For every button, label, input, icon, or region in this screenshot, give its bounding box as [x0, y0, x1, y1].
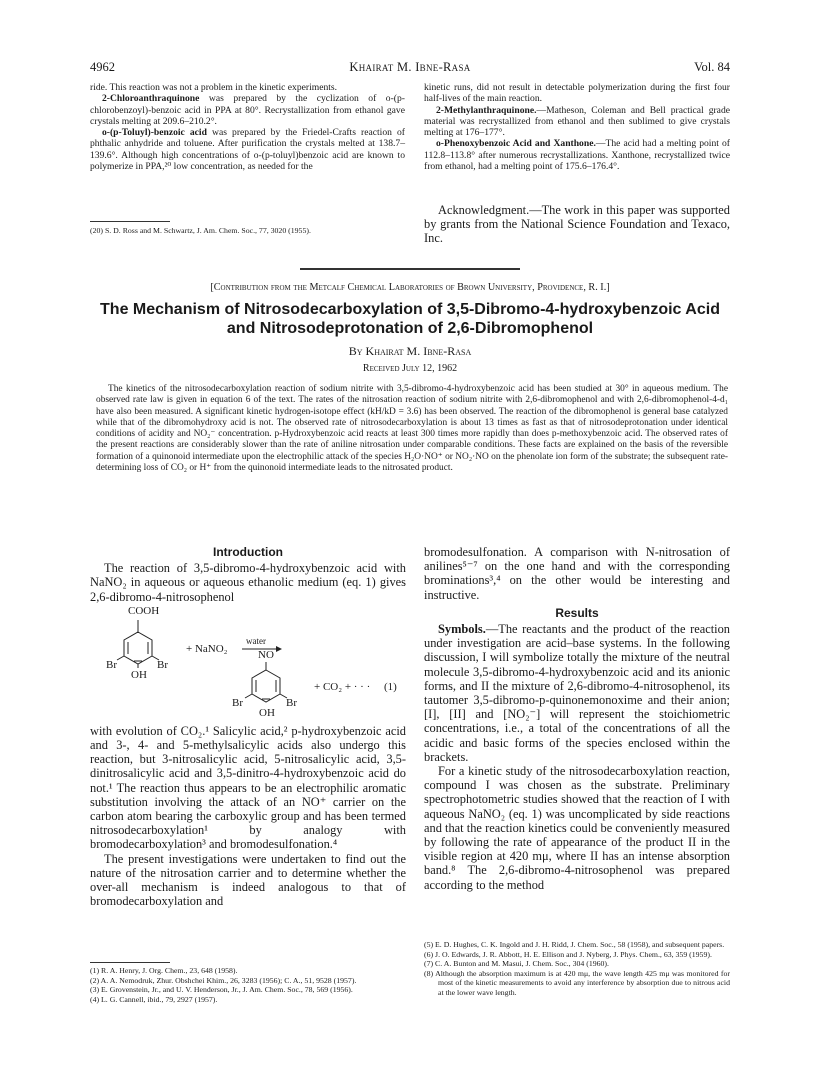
hydroxyl-label: OH: [259, 706, 275, 719]
results-column: [424, 545, 730, 892]
footnote: (8) Although the absorption maximum is at 420 mμ, the wave length 425 mμ was monitored for most of the kinetic measurements to avoid any interference by absorption due to nitrous acid at the lower wave length.: [424, 968, 730, 997]
footnote-divider: [90, 962, 170, 963]
abstract: The kinetics of the nitrosodecarboxylation reaction of sodium nitrite with 3,5-dibromo-4-hydroxybenzoic acid has been studied at 30° in aqueous medium. The observed rate law is given in equation 6 of the text. The rates of the nitrosation reaction of sodium nitrite with 2,6-dibromophenol and with 2,6-dibromophenol-4-d₁ have also been measured. A significant kinetic hydrogen-isotope effect (kH/kD = 3.6) has been observed. The reaction of the dibromophenol is general base catalyzed while that of the dibromohydroxy acid is not. The observed rate of nitrosodecarboxylation is about 13 times as fast as that of nitrosodeprotonation under identical conditions of acidity and NO₂⁻ concentration. p-Hydroxybenzoic acid reacts at least 300 times more rapidly than does p-methoxybenzoic acid. The observed rates of the present reactions are considerably slower than the rate of aniline nitrosation under comparable conditions. These facts are explained on the basis of the reversible formation of a quinonoid intermediate upon the electrophilic attack of the species H₂O·NO⁺ or NO₂·NO on the phenolate ion form of the substrate; the subsequent rate-determining loss of CO₂ or H⁺ from the quinonoid intermediate leads to the nitrosated product.: [96, 384, 728, 474]
ack-label: Acknowledgment.: [438, 203, 530, 217]
footnote-block: [424, 940, 730, 998]
paragraph: with evolution of CO₂.¹ Salicylic acid,² p-hydroxybenzoic acid and 3-, 4- and 5-methylsalicylic acids also undergo this reaction, but 3-nitrosalicylic acid, 5-nitrosalicylic acid, 3,5-dinitrosalicylic acid and 3,5-dinitro-4-hydroxybenzoic acid do not.¹ The reaction thus appears to be an electrophilic aromatic substitution involving the attack of an NO⁺ carrier on the carbon atom bearing the carboxylic group and has been termed nitrosodecarboxylation¹ by analogy with bromodecarboxylation³ and bromodesulfonation.⁴: [90, 723, 406, 852]
prev-article-left-column: [90, 82, 405, 172]
bromine-label: Br: [157, 658, 168, 671]
nitroso-label: NO: [258, 648, 274, 661]
volume-label: Vol. 84: [694, 60, 730, 74]
results-heading: Results: [555, 605, 599, 620]
equation-number: (1): [384, 680, 397, 693]
article-title: The Mechanism of Nitrosodecarboxylation of 3,5-Dibromo-4-hydroxybenzoic Acid and Nitrosodeprotonation of 2,6-Dibromophenol: [100, 301, 720, 337]
symbols-label: Symbols.: [438, 622, 486, 637]
footnote: (6) J. O. Edwards, J. R. Abbott, H. E. Ellison and J. Nyberg, J. Phys. Chem., 63, 359 (1959).: [424, 949, 712, 959]
paragraph: o-(p-Toluyl)-benzoic acid was prepared by the Friedel-Crafts reaction of phthalic anhydride and toluene. After purification the crystals melted at 138.7–139.6°. Although high concentrations of o-(p-toluyl)benzoic acid are known to polymerize in PPA,²⁰ low concentration, as needed for the: [90, 127, 406, 173]
reaction-equation-1: [90, 604, 420, 724]
footnote: (5) E. D. Hughes, C. K. Ingold and J. H. Ridd, J. Chem. Soc., 58 (1958), and subsequent papers.: [424, 940, 725, 949]
hydroxyl-label: OH: [131, 668, 147, 681]
bromine-label: Br: [232, 696, 243, 709]
paragraph: o-Phenoxybenzoic Acid and Xanthone.—The acid had a melting point of 112.8–113.8° after numerous recrystallizations. Xanthone, recrystallized twice from ethanol, had a melting point of 175.6–176.4°.: [424, 138, 731, 173]
paragraph: The reaction of 3,5-dibromo-4-hydroxybenzoic acid with NaNO₂ in aqueous or aqueous ethanolic medium (eq. 1) gives 2,6-dibromo-4-nitrosophenol: [90, 561, 406, 604]
article-separator: [300, 268, 520, 270]
paragraph: The present investigations were undertaken to find out the nature of the nitrosation carrier and to determine whether the over-all mechanism is indeed analogous to that of bromodecarboxylation and: [90, 851, 406, 909]
footnote-block: [90, 966, 406, 1004]
footnote-block: [90, 226, 405, 236]
solvent-label: water: [246, 635, 266, 646]
paragraph: ride. This reaction was not a problem in the kinetic experiments.: [90, 82, 338, 93]
bromine-label: Br: [106, 658, 117, 671]
bromine-label: Br: [286, 696, 297, 709]
reagent-label: + NaNO₂: [186, 642, 228, 655]
footnote: (3) E. Grovenstein, Jr., and U. V. Henderson, Jr., J. Am. Chem. Soc., 78, 569 (1956).: [90, 985, 353, 995]
products-label: + CO₂ + · · ·: [314, 680, 371, 693]
footnote: (4) L. G. Cannell, ibid., 79, 2927 (1957).: [90, 994, 218, 1004]
running-header: [90, 60, 730, 76]
footnote: (1) R. A. Henry, J. Org. Chem., 23, 648 (1958).: [90, 966, 238, 975]
footnote-divider: [90, 221, 170, 222]
introduction-column: [90, 545, 406, 908]
paragraph: 2-Methylanthraquinone.—Matheson, Coleman and Bell practical grade material was recrystallized from ethanol and then sublimed to give crystals melting at 176–177°.: [424, 104, 730, 139]
reaction-structure-drawing: [90, 604, 420, 724]
acknowledgment: Acknowledgment.—The work in this paper was supported by grants from the National Science Foundation and Texaco, Inc.: [424, 203, 730, 246]
paragraph: Symbols.—The reactants and the product of the reaction under investigation are acid–base systems. In the following discussion, I will symbolize totally the mixture of the neutral molecule 3,5-dibromo-4-hydroxybenzoic acid and its anionic forms, and II the mixture of 2,6-dibromo-4-nitrosophenol, its tautomer 3,5-dibromo-p-quinonemonoxime and their anion; [I], [II] and [NO₂⁻] will represent the stoichiometric concentrations, i.e., a total of the concentrations of all the acidic and basic forms of the species enclosed within the brackets.: [424, 622, 730, 764]
page-number: 4962: [90, 60, 115, 74]
footnote: (2) A. A. Nemodruk, Zhur. Obshchei Khim., 26, 3283 (1956); C. A., 51, 9528 (1957).: [90, 975, 357, 985]
paragraph: bromodesulfonation. A comparison with N-nitrosation of anilines⁵⁻⁷ on the one hand and with the corresponding brominations³,⁴ on the other would be interesting and instructive.: [424, 545, 730, 602]
author-line: By Khairat M. Ibne-Rasa: [348, 344, 472, 358]
paragraph: For a kinetic study of the nitrosodecarboxylation reaction, compound I was chosen as the substrate. Preliminary spectrophotometric studies showed that the reaction of I with aqueous NaNO₂ (eq. 1) was uncomplicated by side reactions and that the reaction kinetics could be conveniently measured by following the rate of appearance of the product II in the visible region at 420 mμ, where II has an intense absorption band.⁸ The 2,6-dibromo-4-nitrosophenol was prepared according to the method: [424, 764, 730, 892]
prev-article-right-column: [424, 82, 730, 172]
contribution-line: [Contribution from the Metcalf Chemical Laboratories of Brown University, Providence, R. I.]: [210, 282, 610, 293]
cooh-label: COOH: [128, 604, 160, 617]
footnote: (7) C. A. Bunton and M. Masui, J. Chem. Soc., 304 (1960).: [424, 959, 609, 969]
paragraph: kinetic runs, did not result in detectable polymerization during the first four half-lives of the main reaction.: [424, 82, 730, 105]
footnote: (20) S. D. Ross and M. Schwartz, J. Am. Chem. Soc., 77, 3020 (1955).: [90, 226, 311, 235]
introduction-heading: Introduction: [213, 545, 283, 559]
running-title: Khairat M. Ibne-Rasa: [349, 60, 471, 74]
paragraph: 2-Chloroanthraquinone was prepared by the cyclization of o-(p-chlorobenzoyl)-benzoic acid in PPA at 80°. Recrystallization from ethanol gave crystals melting at 209.6–210.2°.: [90, 93, 405, 127]
received-date: Received July 12, 1962: [362, 363, 458, 374]
